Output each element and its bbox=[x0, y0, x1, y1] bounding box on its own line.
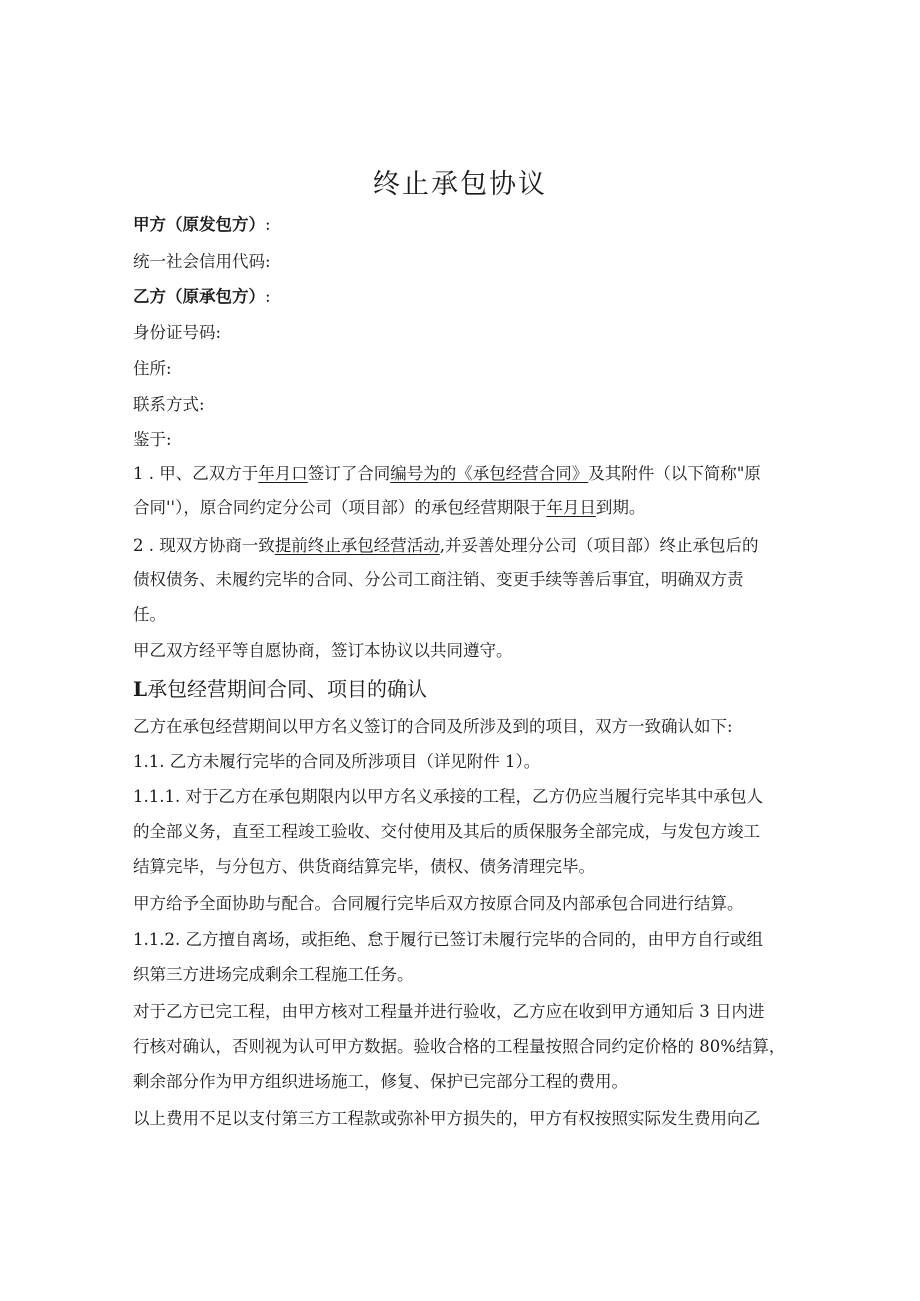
whereas-line: 鉴于: bbox=[133, 430, 172, 449]
item1-text-b: 签订了合同 bbox=[307, 464, 391, 483]
paragraph-completed-line1: 对于乙方已完工程，由甲方核对工程量并进行验收，乙方应在收到甲方通知后 3 日内进 bbox=[133, 1002, 765, 1021]
party-a-colon: : bbox=[265, 215, 271, 234]
item2-text-a: 2 . 现双方协商一致 bbox=[133, 536, 275, 555]
item2-line2: 债权债务、未履约完毕的合同、分公司工商注销、变更手续等善后事宜，明确双方责 bbox=[133, 570, 744, 589]
item1-text-e: 到期。 bbox=[595, 498, 646, 517]
paragraph-1-1-1-line3: 结算完毕，与分包方、供货商结算完毕，债权、债务清理完毕。 bbox=[133, 857, 595, 876]
item2-terminate-underlined: 提前终止承包经营活动 bbox=[274, 536, 440, 555]
paragraph-1-1-2-line1: 1.1.2. 乙方擅自离场，或拒绝、怠于履行已签订未履行完毕的合同的，由甲方自行或组 bbox=[133, 930, 763, 949]
item1-date-underlined: 年月口 bbox=[258, 464, 308, 483]
item1-text-d: 合同''），原合同约定分公司（项目部）的承包经营期限于 bbox=[133, 498, 547, 517]
paragraph-1-1-2-line2: 织第三方进场完成剩余工程施工任务。 bbox=[133, 965, 414, 984]
section1-title: 承包经营期间合同、项目的确认 bbox=[147, 677, 428, 701]
paragraph-completed-line2: 行核对确认，否则视为认可甲方数据。验收合格的工程量按照合同约定价格的 80%结算， bbox=[133, 1037, 786, 1056]
agreement-statement: 甲乙双方经平等自愿协商，签订本协议以共同遵守。 bbox=[133, 641, 513, 660]
paragraph-1-1: 1.1. 乙方未履行完毕的合同及所涉项目（详见附件 1）。 bbox=[133, 752, 541, 771]
id-number-line: 身份证号码: bbox=[133, 323, 222, 342]
paragraph-1-1-1-line1: 1.1.1. 对于乙方在承包期限内以甲方名义承接的工程，乙方仍应当履行完毕其中承包人 bbox=[133, 787, 763, 806]
contact-line: 联系方式: bbox=[133, 395, 205, 414]
item1-line1 bbox=[133, 463, 761, 485]
item1-line2 bbox=[133, 497, 645, 519]
paragraph-cost-line1: 以上费用不足以支付第三方工程款或弥补甲方损失的，甲方有权按照实际发生费用向乙 bbox=[133, 1109, 760, 1128]
paragraph-1-1-1-line2: 的全部义务，直至工程竣工验收、交付使用及其后的质保服务全部完成，与发包方竣工 bbox=[133, 822, 760, 841]
paragraph-completed-line3: 剩余部分作为甲方组织进场施工，修复、保护已完部分工程的费用。 bbox=[133, 1072, 628, 1091]
document-title: 终止承包协议 bbox=[373, 169, 547, 200]
item2-line3: 任。 bbox=[133, 605, 166, 624]
item1-text-c: 及其附件（以下简称"原 bbox=[588, 464, 761, 483]
item1-contract-underlined: 编号为的《承包经营合同》 bbox=[390, 464, 589, 483]
party-b-colon: : bbox=[265, 287, 271, 306]
party-b-label: 乙方（原承包方） bbox=[133, 287, 265, 306]
section1-heading bbox=[133, 678, 427, 700]
item1-text-a: 1 . 甲、乙双方于 bbox=[133, 464, 259, 483]
item2-text-b: ,并妥善处理分公司（项目部）终止承包后的 bbox=[439, 536, 759, 555]
paragraph-cooperation: 甲方给予全面协助与配合。合同履行完毕后双方按原合同及内部承包合同进行结算。 bbox=[133, 894, 744, 913]
item2-line1 bbox=[133, 535, 758, 557]
credit-code-line: 统一社会信用代码: bbox=[133, 252, 271, 271]
item1-expiry-underlined: 年月日 bbox=[546, 498, 596, 517]
party-a-label: 甲方（原发包方） bbox=[133, 215, 265, 234]
party-b-line bbox=[133, 286, 271, 308]
paragraph-1: 乙方在承包经营期间以甲方名义签订的合同及所涉及到的项目，双方一致确认如下: bbox=[133, 717, 733, 736]
section1-lead: L bbox=[133, 677, 148, 701]
address-line: 住所: bbox=[133, 359, 172, 378]
party-a-line bbox=[133, 214, 271, 236]
